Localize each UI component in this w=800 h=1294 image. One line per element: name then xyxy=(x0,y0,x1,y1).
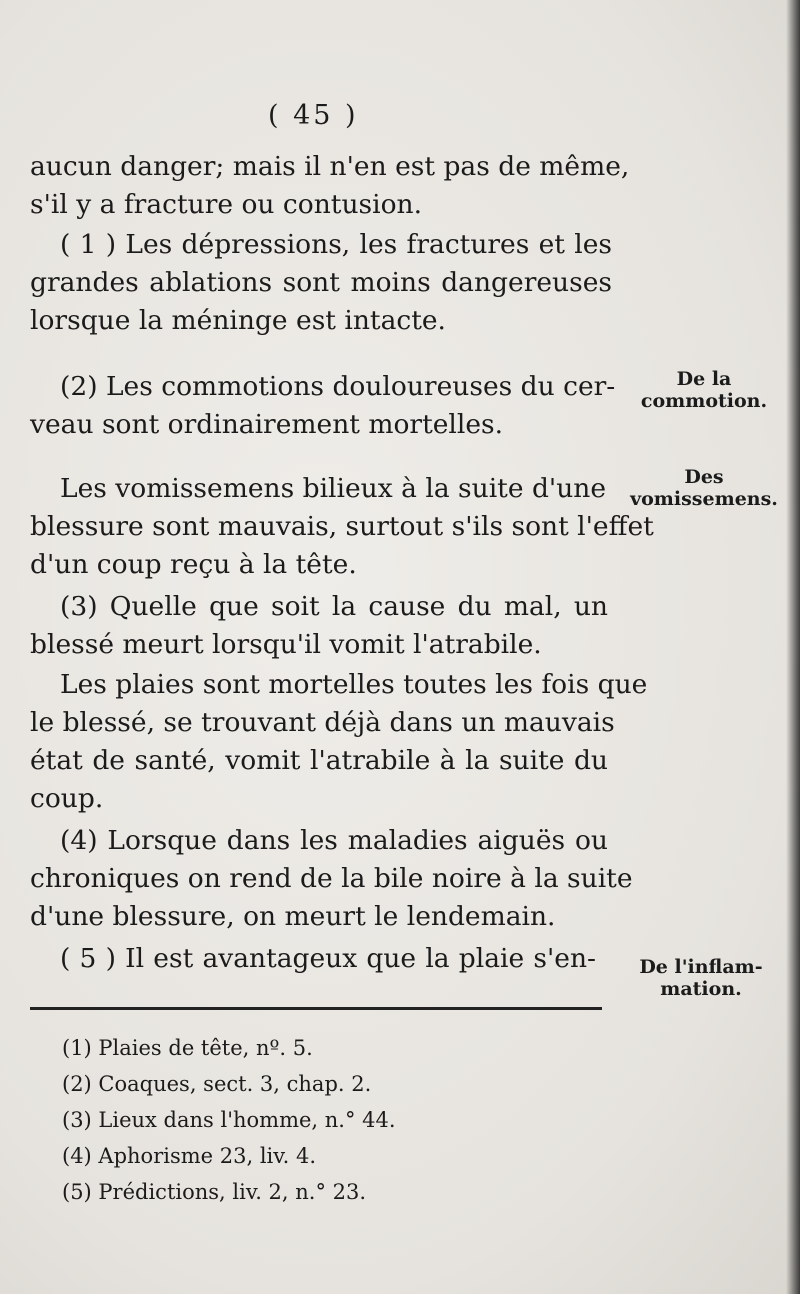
footnote: (1) Plaies de tête, nº. 5. xyxy=(62,1036,313,1060)
footnote: (3) Lieux dans l'homme, n.° 44. xyxy=(62,1108,396,1132)
text-line: (4) Lorsque dans les maladies aiguës ou xyxy=(60,825,608,856)
margin-note-line: vomissemens. xyxy=(630,488,778,510)
page-number: ( 45 ) xyxy=(268,100,359,131)
margin-note-line: Des xyxy=(684,466,724,488)
text-line: ( 5 ) Il est avantageux que la plaie s'en- xyxy=(60,943,596,974)
text-line: veau sont ordinairement mortelles. xyxy=(30,409,504,440)
margin-note-commotion xyxy=(614,368,794,412)
text-line: d'une blessure, on meurt le lendemain. xyxy=(30,901,556,932)
text-line: ( 1 ) Les dépressions, les fractures et les xyxy=(60,229,612,260)
footnote: (2) Coaques, sect. 3, chap. 2. xyxy=(62,1072,372,1096)
paragraph xyxy=(30,368,616,444)
paragraph xyxy=(30,940,596,978)
text-line: lorsque la méninge est intacte. xyxy=(30,305,446,336)
text-line: d'un coup reçu à la tête. xyxy=(30,549,357,580)
footnote-divider xyxy=(30,1007,602,1010)
margin-note-inflammation xyxy=(606,956,796,1000)
paragraph xyxy=(30,588,608,664)
margin-note-line: mation. xyxy=(660,978,742,1000)
margin-note-line: De la xyxy=(676,368,732,390)
paragraph xyxy=(30,470,654,584)
text-line: grandes ablations sont moins dangereuses xyxy=(30,267,612,298)
margin-note-vomissemens xyxy=(614,466,794,510)
paragraph xyxy=(30,226,612,340)
text-line: blessé meurt lorsqu'il vomit l'atrabile. xyxy=(30,629,542,660)
text-line: Les vomissemens bilieux à la suite d'une xyxy=(60,473,607,504)
footnote: (4) Aphorisme 23, liv. 4. xyxy=(62,1144,317,1168)
margin-note-line: commotion. xyxy=(640,390,768,412)
text-line: état de santé, vomit l'atrabile à la suite du xyxy=(30,745,608,776)
text-line: blessure sont mauvais, surtout s'ils sont l'effet xyxy=(30,511,654,542)
paragraph xyxy=(30,666,648,818)
text-line: Les plaies sont mortelles toutes les fois que xyxy=(60,669,648,700)
paragraph xyxy=(30,822,633,936)
text-line: le blessé, se trouvant déjà dans un mauvais xyxy=(30,707,615,738)
footnote: (5) Prédictions, liv. 2, n.° 23. xyxy=(62,1180,367,1204)
margin-note-line: De l'inflam- xyxy=(639,956,763,978)
footnotes xyxy=(62,1030,396,1210)
text-line: coup. xyxy=(30,783,104,814)
text-line: (2) Les commotions douloureuses du cer- xyxy=(60,371,616,402)
text-line: (3) Quelle que soit la cause du mal, un xyxy=(60,591,608,622)
text-line: aucun danger; mais il n'en est pas de même, xyxy=(30,151,630,182)
paragraph xyxy=(30,148,630,224)
text-line: chroniques on rend de la bile noire à la suite xyxy=(30,863,633,894)
text-line: s'il y a fracture ou contusion. xyxy=(30,189,423,220)
page-edge-shadow xyxy=(786,0,800,1294)
